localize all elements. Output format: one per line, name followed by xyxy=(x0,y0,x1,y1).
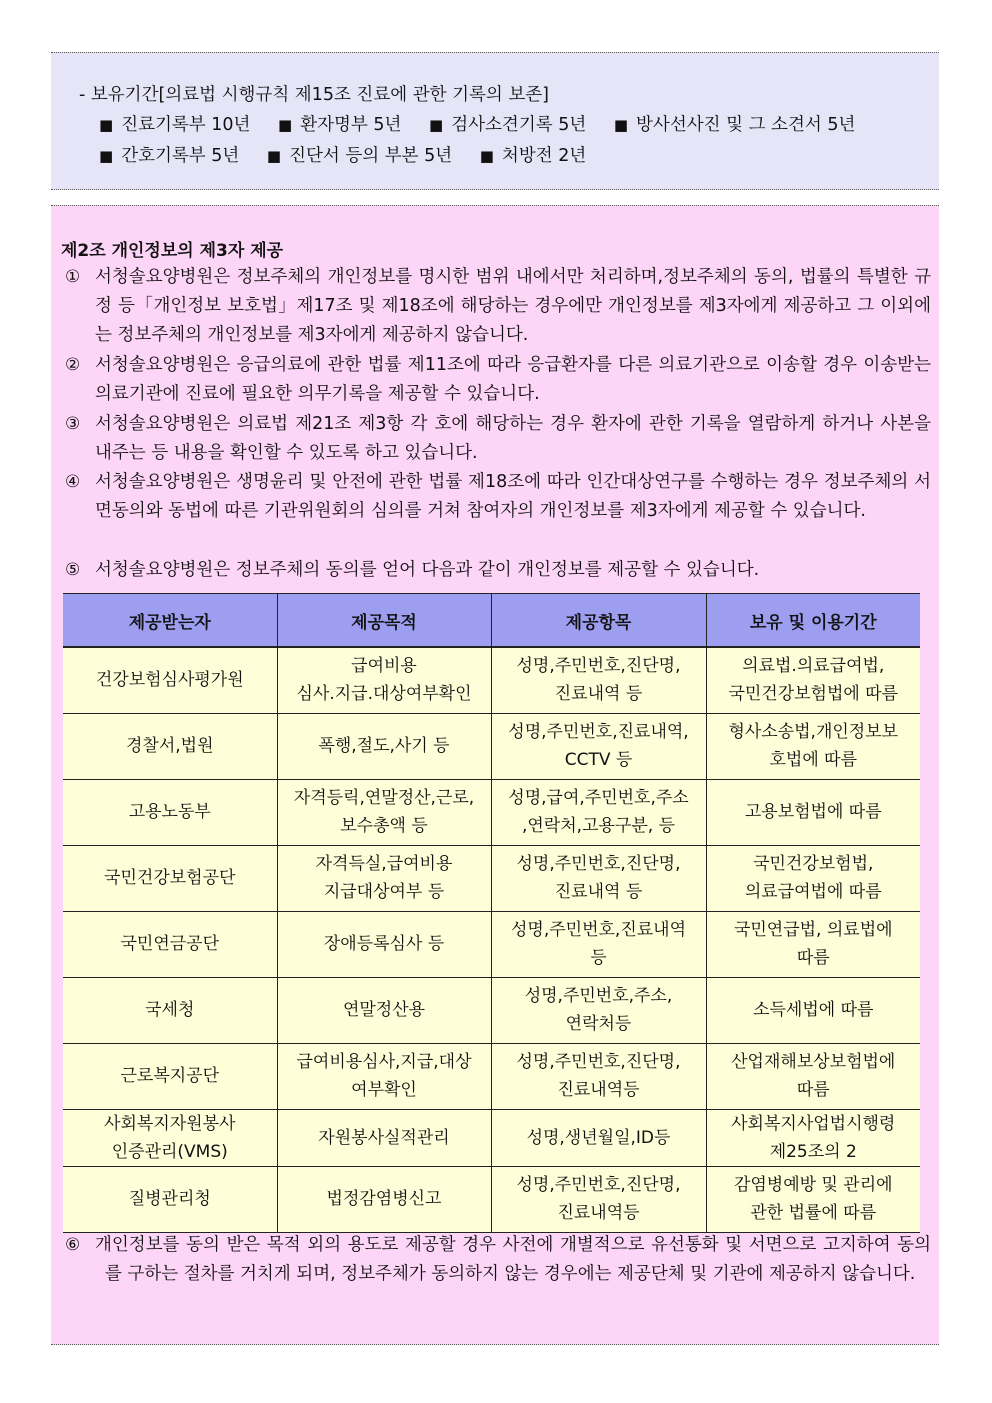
table-cell: 감염병예방 및 관리에 관한 법률에 따름 xyxy=(706,1166,920,1232)
item-number: ② xyxy=(65,355,81,375)
square-bullet-icon: ■ xyxy=(429,116,444,134)
table-row xyxy=(63,911,920,977)
table-cell: 국민연급법, 의료법에 따름 xyxy=(706,911,920,977)
table-cell: 성명,주민번호,진단명, 진료내역 등 xyxy=(491,647,706,713)
table-cell: 국민건강보험법, 의료급여법에 따름 xyxy=(706,845,920,911)
table-row xyxy=(63,845,920,911)
article-item-6 xyxy=(65,1231,931,1289)
table-row xyxy=(63,1109,920,1166)
retention-item: ■ 검사소견기록 5년 xyxy=(429,115,587,135)
table-row xyxy=(63,779,920,845)
item-number: ③ xyxy=(65,414,81,434)
table-row xyxy=(63,647,920,713)
provision-table xyxy=(63,593,920,1233)
table-cell: 자격등릭,연말정산,근로, 보수총액 등 xyxy=(277,779,491,845)
table-cell: 폭행,절도,사기 등 xyxy=(277,713,491,779)
table-cell: 장애등록심사 등 xyxy=(277,911,491,977)
table-cell: 성명,주민번호,진료내역 등 xyxy=(491,911,706,977)
table-cell: 근로복지공단 xyxy=(63,1043,277,1109)
square-bullet-icon: ■ xyxy=(278,116,293,134)
item-text: 서청솔요양병원은 정보주체의 개인정보를 명시한 범위 내에서만 처리하며,정보주체의 동의, 법률의 특별한 규정 등「개인정보 보호법」제17조 및 제18조에 해당하는 경우에만 개인정보를 제3자에게 제공하고 그 이외에는 정보주체의 개인정보를 제3자에게 제공하지 않습니다. xyxy=(95,267,931,345)
table-cell: 산업재해보상보험법에 따름 xyxy=(706,1043,920,1109)
retention-item: ■ 간호기록부 5년 xyxy=(99,146,240,166)
table-row xyxy=(63,1043,920,1109)
item-number: ① xyxy=(65,267,81,287)
table-cell: 질병관리청 xyxy=(63,1166,277,1232)
table-cell: 급여비용심사,지급,대상 여부확인 xyxy=(277,1043,491,1109)
table-cell: 성명,주민번호,진단명, 진료내역 등 xyxy=(491,845,706,911)
table-cell: 연말정산용 xyxy=(277,977,491,1043)
square-bullet-icon: ■ xyxy=(99,147,114,165)
table-cell: 건강보험심사평가원 xyxy=(63,647,277,713)
table-cell: 국민연금공단 xyxy=(63,911,277,977)
table-cell: 자격득실,급여비용 지급대상여부 등 xyxy=(277,845,491,911)
retention-item: ■ 진료기록부 10년 xyxy=(99,115,251,135)
column-header: 제공목적 xyxy=(277,594,491,648)
column-header: 제공항목 xyxy=(491,594,706,648)
table-cell: 급여비용 심사.지급.대상여부확인 xyxy=(277,647,491,713)
item-number: ⑤ xyxy=(65,560,81,580)
table-cell: 성명,주민번호,진단명, 진료내역등 xyxy=(491,1043,706,1109)
article-title: 제2조 개인정보의 제3자 제공 xyxy=(61,241,284,261)
item-text: 서청솔요양병원은 생명윤리 및 안전에 관한 법률 제18조에 따라 인간대상연구를 수행하는 경우 정보주체의 서면동의와 동법에 따른 기관위원회의 심의를 거쳐 참여자의 개인정보를 제3자에게 제공할 수 있습니다. xyxy=(95,472,931,521)
table-cell: 경찰서,법원 xyxy=(63,713,277,779)
table-row xyxy=(63,977,920,1043)
third-party-provision-box xyxy=(51,205,939,1345)
table-cell: 의료법.의료급여법, 국민건강보험법에 따름 xyxy=(706,647,920,713)
item-text: 서청솔요양병원은 정보주체의 동의를 얻어 다음과 같이 개인정보를 제공할 수 있습니다. xyxy=(95,560,760,580)
item-number: ④ xyxy=(65,472,81,492)
table-cell: 성명,생년월일,ID등 xyxy=(491,1109,706,1166)
table-cell: 성명,주민번호,진단명, 진료내역등 xyxy=(491,1166,706,1232)
retention-row-1 xyxy=(99,111,855,136)
table-cell: 성명,주민번호,주소, 연락처등 xyxy=(491,977,706,1043)
table-cell: 형사소송법,개인정보보 호법에 따름 xyxy=(706,713,920,779)
table-cell: 사회복지사업법시행령 제25조의 2 xyxy=(706,1109,920,1166)
item-text: 서청솔요양병원은 의료법 제21조 제3항 각 호에 해당하는 경우 환자에 관한 기록을 열람하게 하거나 사본을 내주는 등 내용을 확인할 수 있도록 하고 있습니다. xyxy=(95,414,931,463)
table-header-row xyxy=(63,594,920,648)
square-bullet-icon: ■ xyxy=(99,116,114,134)
article-item-4 xyxy=(65,468,931,526)
retention-item: ■ 처방전 2년 xyxy=(479,146,587,166)
article-item-1 xyxy=(65,263,931,350)
table-cell: 사회복지자원봉사 인증관리(VMS) xyxy=(63,1109,277,1166)
item-text: 서청솔요양병원은 응급의료에 관한 법률 제11조에 따라 응급환자를 다른 의료기관으로 이송할 경우 이송받는 의료기관에 진료에 필요한 의무기록을 제공할 수 있습니다. xyxy=(95,355,931,404)
table-cell: 성명,주민번호,진료내역, CCTV 등 xyxy=(491,713,706,779)
item-number: ⑥ xyxy=(65,1235,81,1255)
table-cell: 고용노동부 xyxy=(63,779,277,845)
table-cell: 법정감염병신고 xyxy=(277,1166,491,1232)
article-item-5 xyxy=(65,556,931,585)
table-cell: 자원봉사실적관리 xyxy=(277,1109,491,1166)
square-bullet-icon: ■ xyxy=(479,147,494,165)
table-cell: 소득세법에 따름 xyxy=(706,977,920,1043)
table-cell: 고용보험법에 따름 xyxy=(706,779,920,845)
retention-item: ■ 환자명부 5년 xyxy=(278,115,402,135)
article-item-2 xyxy=(65,351,931,409)
retention-row-2 xyxy=(99,142,608,167)
table-row xyxy=(63,713,920,779)
retention-period-box xyxy=(51,52,939,190)
article-item-3 xyxy=(65,410,931,468)
column-header: 보유 및 이용기간 xyxy=(706,594,920,648)
retention-intro: - 보유기간[의료법 시행규칙 제15조 진료에 관한 기록의 보존] xyxy=(79,85,549,105)
square-bullet-icon: ■ xyxy=(613,116,629,134)
item-text: 개인정보를 동의 받은 목적 외의 용도로 제공할 경우 사전에 개별적으로 유선통화 및 서면으로 고지하여 동의를 구하는 절차를 거치게 되며, 정보주체가 동의하지 않는 경우에는 제공단체 및 기관에 제공하지 않습니다. xyxy=(95,1235,931,1284)
table-cell: 국민건강보험공단 xyxy=(63,845,277,911)
square-bullet-icon: ■ xyxy=(266,147,282,165)
retention-item: ■ 진단서 등의 부본 5년 xyxy=(266,146,453,166)
retention-item: ■ 방사선사진 및 그 소견서 5년 xyxy=(613,115,856,135)
table-cell: 성명,급여,주민번호,주소 ,연락처,고용구분, 등 xyxy=(491,779,706,845)
column-header: 제공받는자 xyxy=(63,594,277,648)
table-row xyxy=(63,1166,920,1232)
table-cell: 국세청 xyxy=(63,977,277,1043)
